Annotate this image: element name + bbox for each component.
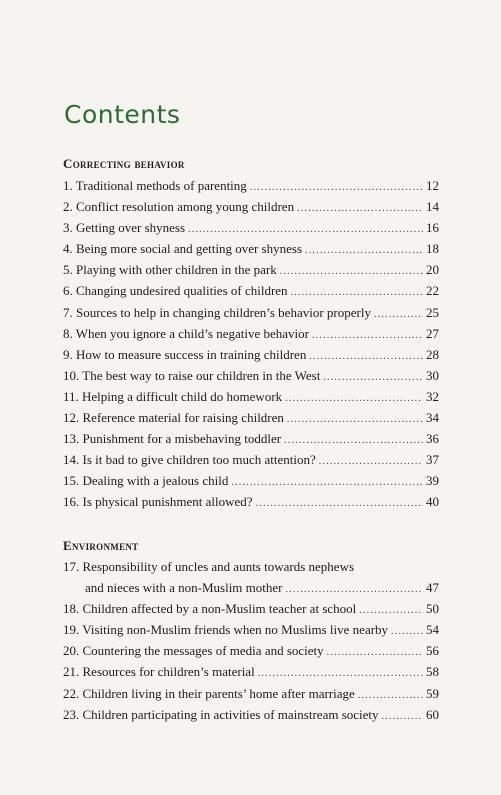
toc-entry-title: 19. Visiting non-Muslim friends when no Muslims live nearby — [63, 622, 389, 638]
toc-entry — [63, 302, 439, 323]
toc-entry — [63, 704, 439, 725]
toc-entry-title: 21. Resources for children’s material — [63, 664, 255, 680]
toc-entry-title: 14. Is it bad to give children too much attention? — [63, 452, 316, 468]
toc-leader-dots — [327, 642, 423, 663]
toc-page-number: 47 — [426, 580, 439, 596]
toc-page-number: 22 — [426, 283, 439, 299]
toc-page-number: 25 — [426, 304, 439, 320]
toc-page-number: 37 — [426, 452, 439, 468]
toc-entry-title: 12. Reference material for raising children — [63, 410, 284, 426]
toc-entry — [63, 196, 439, 217]
toc-leader-dots — [284, 430, 423, 451]
toc-page-number: 36 — [426, 431, 439, 447]
toc-leader-dots — [287, 409, 423, 430]
toc-entry-title: 2. Conflict resolution among young children — [63, 199, 295, 215]
toc-page-number: 40 — [426, 494, 439, 510]
toc-page-number: 54 — [426, 622, 439, 638]
toc-entry-title: 17. Responsibility of uncles and aunts towards nephews — [63, 559, 355, 574]
toc-entry-title: 9. How to measure success in training children — [63, 346, 307, 362]
toc-entry-title: 7. Sources to help in changing children’s behavior properly — [63, 304, 371, 320]
toc-leader-dots — [382, 706, 423, 727]
toc-entry — [63, 365, 439, 386]
toc-entry — [63, 386, 439, 407]
toc-entry — [63, 259, 439, 280]
toc-entry-title: 23. Children participating in activities of mainstream society — [63, 706, 379, 722]
toc-leader-dots — [297, 198, 423, 219]
toc-entry-title: 20. Countering the messages of media and society — [63, 643, 324, 659]
toc-list-correcting-behavior — [63, 175, 439, 513]
toc-entry-title: 1. Traditional methods of parenting — [63, 178, 247, 193]
toc-entry — [63, 470, 439, 491]
toc-page-number: 56 — [426, 643, 439, 659]
toc-page-number: 60 — [426, 706, 439, 722]
toc-entry — [63, 683, 439, 704]
toc-entry-title: 5. Playing with other children in the park — [63, 262, 277, 278]
toc-page-number: 16 — [426, 220, 439, 236]
toc-page-number: 30 — [426, 367, 439, 383]
toc-entry — [63, 175, 439, 196]
section-heading-correcting-behavior: Correcting behavior — [63, 156, 185, 171]
toc-entry — [63, 238, 439, 259]
toc-list-environment — [63, 556, 439, 725]
toc-page-number: 28 — [426, 346, 439, 362]
toc-leader-dots — [250, 177, 423, 198]
toc-page-number: 18 — [426, 241, 439, 257]
toc-entry-title: 8. When you ignore a child’s negative behavior — [63, 325, 309, 341]
toc-page-number: 58 — [426, 664, 439, 680]
toc-page-number: 39 — [426, 473, 439, 489]
toc-leader-dots — [391, 621, 423, 642]
toc-leader-dots — [286, 579, 424, 600]
toc-entry — [63, 491, 439, 512]
toc-leader-dots — [358, 685, 423, 706]
toc-leader-dots — [374, 304, 423, 325]
toc-entry — [63, 661, 439, 682]
toc-entry-title: 18. Children affected by a non-Muslim teacher at school — [63, 601, 357, 617]
toc-leader-dots — [312, 325, 423, 346]
toc-entry — [63, 556, 439, 577]
toc-leader-dots — [256, 493, 423, 514]
toc-page-number: 50 — [426, 601, 439, 617]
toc-page-number: 14 — [426, 199, 439, 215]
section-heading-environment: Environment — [63, 538, 139, 553]
toc-entry-title: 16. Is physical punishment allowed? — [63, 494, 253, 510]
toc-entry-title: 13. Punishment for a misbehaving toddler — [63, 431, 282, 447]
toc-entry-title: 4. Being more social and getting over shyness — [63, 241, 303, 257]
toc-leader-dots — [285, 388, 423, 409]
toc-entry-title: and nieces with a non-Muslim mother — [85, 580, 283, 596]
toc-entry — [63, 323, 439, 344]
toc-entry — [63, 640, 439, 661]
toc-leader-dots — [280, 261, 423, 282]
toc-leader-dots — [305, 240, 423, 261]
toc-leader-dots — [258, 663, 423, 684]
toc-leader-dots — [231, 472, 423, 493]
toc-entry — [63, 217, 439, 238]
toc-leader-dots — [309, 346, 423, 367]
toc-entry — [63, 577, 439, 598]
toc-page-number: 27 — [426, 325, 439, 341]
toc-entry-title: 15. Dealing with a jealous child — [63, 473, 229, 489]
toc-entry — [63, 407, 439, 428]
toc-entry — [63, 619, 439, 640]
toc-entry — [63, 428, 439, 449]
page-title: Contents — [64, 100, 181, 129]
toc-entry — [63, 598, 439, 619]
toc-page-number: 32 — [426, 388, 439, 404]
toc-entry — [63, 449, 439, 470]
toc-page-number: 34 — [426, 410, 439, 426]
toc-entry — [63, 280, 439, 301]
toc-entry-title: 11. Helping a difficult child do homework — [63, 388, 283, 404]
toc-leader-dots — [188, 219, 423, 240]
toc-leader-dots — [291, 282, 423, 303]
toc-page-number: 12 — [426, 178, 439, 193]
toc-entry-title: 3. Getting over shyness — [63, 220, 186, 236]
toc-entry-title: 10. The best way to raise our children in the West — [63, 367, 321, 383]
toc-entry-title: 6. Changing undesired qualities of children — [63, 283, 288, 299]
toc-entry — [63, 344, 439, 365]
toc-leader-dots — [359, 600, 423, 621]
toc-leader-dots — [323, 367, 423, 388]
toc-leader-dots — [319, 451, 423, 472]
toc-entry-title: 22. Children living in their parents’ home after marriage — [63, 685, 355, 701]
toc-page-number: 20 — [426, 262, 439, 278]
toc-page-number: 59 — [426, 685, 439, 701]
